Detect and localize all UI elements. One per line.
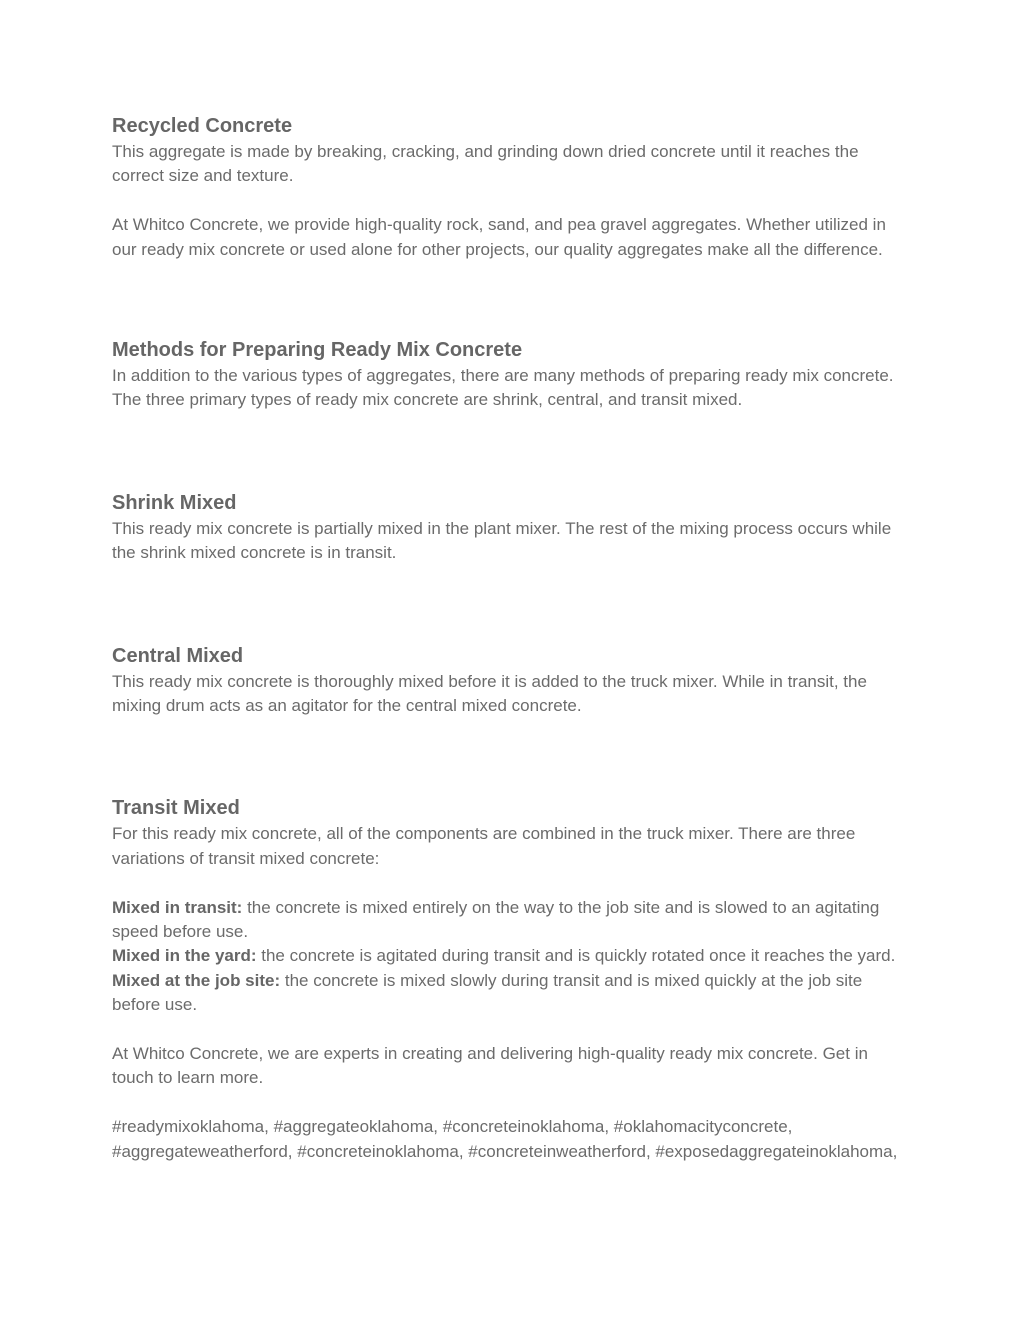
section-shrink-mixed [112,489,912,566]
section-central-mixed [112,642,912,719]
paragraph: This ready mix concrete is partially mixed in the plant mixer. The rest of the mixing process occurs while the shrink mixed concrete is in transit. [112,518,892,563]
section-heading: Central Mixed [112,644,244,667]
variation-desc: the concrete is mixed slowly during transit and is mixed quickly at the job site before use. [112,970,863,1015]
paragraph: At Whitco Concrete, we provide high-quality rock, sand, and pea gravel aggregates. Whether utilized in our ready mix concrete or used alone for other projects, our quality aggregates make all the difference. [112,215,886,259]
closing-paragraph: At Whitco Concrete, we are experts in creating and delivering high-quality ready mix concrete. Get in touch to learn more. [112,1044,868,1088]
section-heading: Methods for Preparing Ready Mix Concrete [112,339,523,362]
variation-desc: the concrete is mixed entirely on the way to the job site and is slowed to an agitating speed before use. [112,897,880,942]
section-transit-mixed [112,794,912,1164]
variation-item [112,969,912,1018]
paragraph: For this ready mix concrete, all of the components are combined in the truck mixer. There are three variations of transit mixed concrete: [112,824,856,868]
paragraph: In addition to the various types of aggregates, there are many methods of preparing ready mix concrete. The three primary types of ready mix concrete are shrink, central, and transit mixed. [112,366,894,410]
section-heading: Transit Mixed [112,797,240,820]
variation-desc: the concrete is agitated during transit and is quickly rotated once it reaches the yard. [256,946,896,966]
section-heading: Shrink Mixed [112,491,237,514]
variation-item [112,944,912,968]
variation-item [112,896,912,945]
paragraph: This ready mix concrete is thoroughly mixed before it is added to the truck mixer. While in transit, the mixing drum acts as an agitator for the central mixed concrete. [112,671,867,716]
variation-term: Mixed at the job site: [112,970,281,990]
variation-term: Mixed in transit: [112,897,243,917]
paragraph: This aggregate is made by breaking, cracking, and grinding down dried concrete until it reaches the correct size and texture. [112,142,859,186]
section-recycled-concrete [112,112,912,262]
section-heading: Recycled Concrete [112,115,293,137]
section-methods [112,336,912,413]
hashtags: #readymixoklahoma, #aggregateoklahoma, #concreteinoklahoma, #oklahomacityconcrete, #aggregateweatherford, #concreteinoklahoma, #concreteinweatherford, #exposedaggregateinoklahoma, [112,1117,898,1161]
variation-term: Mixed in the yard: [112,946,257,966]
document-page [112,112,912,1164]
